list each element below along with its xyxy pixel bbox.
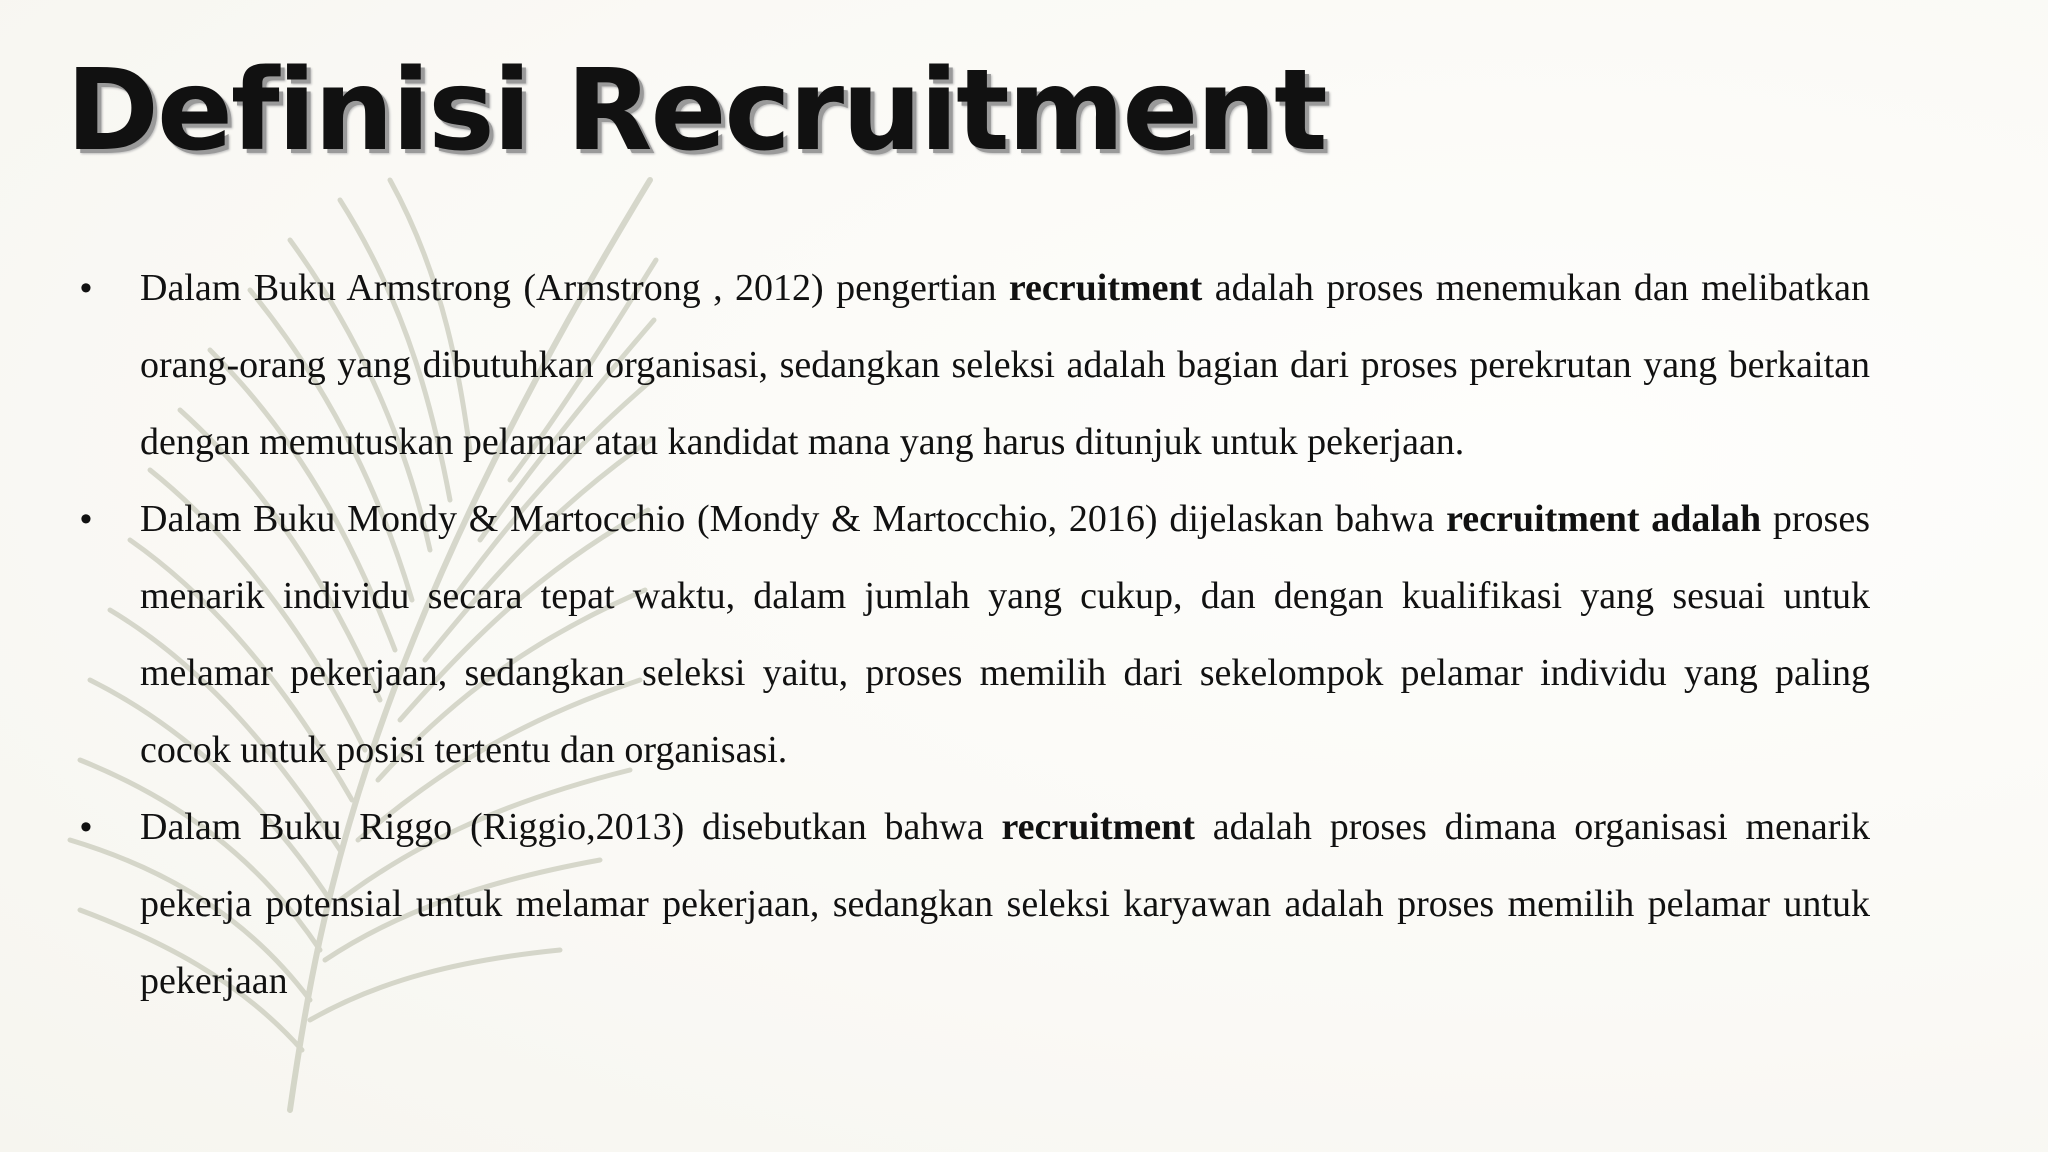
list-item: • Dalam Buku Mondy & Martocchio (Mondy & Martocchio, 2016) dijelaskan bahwa recruitment adalah proses menarik individu secara tepat waktu, dalam jumlah yang cukup, dan dengan kualifikasi yang sesuai untuk melamar pekerjaan, sedangkan seleksi yaitu, proses memilih dari sekelompok pelamar individu yang paling cocok untuk posisi tertentu dan organisasi. <box>80 481 1870 789</box>
definition-list <box>80 250 1870 1020</box>
list-item: • Dalam Buku Armstrong (Armstrong , 2012) pengertian recruitment adalah proses menemukan dan melibatkan orang-orang yang dibutuhkan organisasi, sedangkan seleksi adalah bagian dari proses perekrutan yang berkaitan dengan memutuskan pelamar atau kandidat mana yang harus ditunjuk untuk pekerjaan. <box>80 250 1870 481</box>
list-item: • Dalam Buku Riggo (Riggio,2013) disebutkan bahwa recruitment adalah proses dimana organisasi menarik pekerja potensial untuk melamar pekerjaan, sedangkan seleksi karyawan adalah proses memilih pelamar untuk pekerjaan <box>80 789 1870 1020</box>
emphasis-term: recruitment <box>1001 806 1195 848</box>
emphasis-term: recruitment <box>1008 267 1203 309</box>
emphasis-term: recruitment adalah <box>1446 498 1762 540</box>
page-title: Definisi Recruitment <box>66 46 1326 176</box>
